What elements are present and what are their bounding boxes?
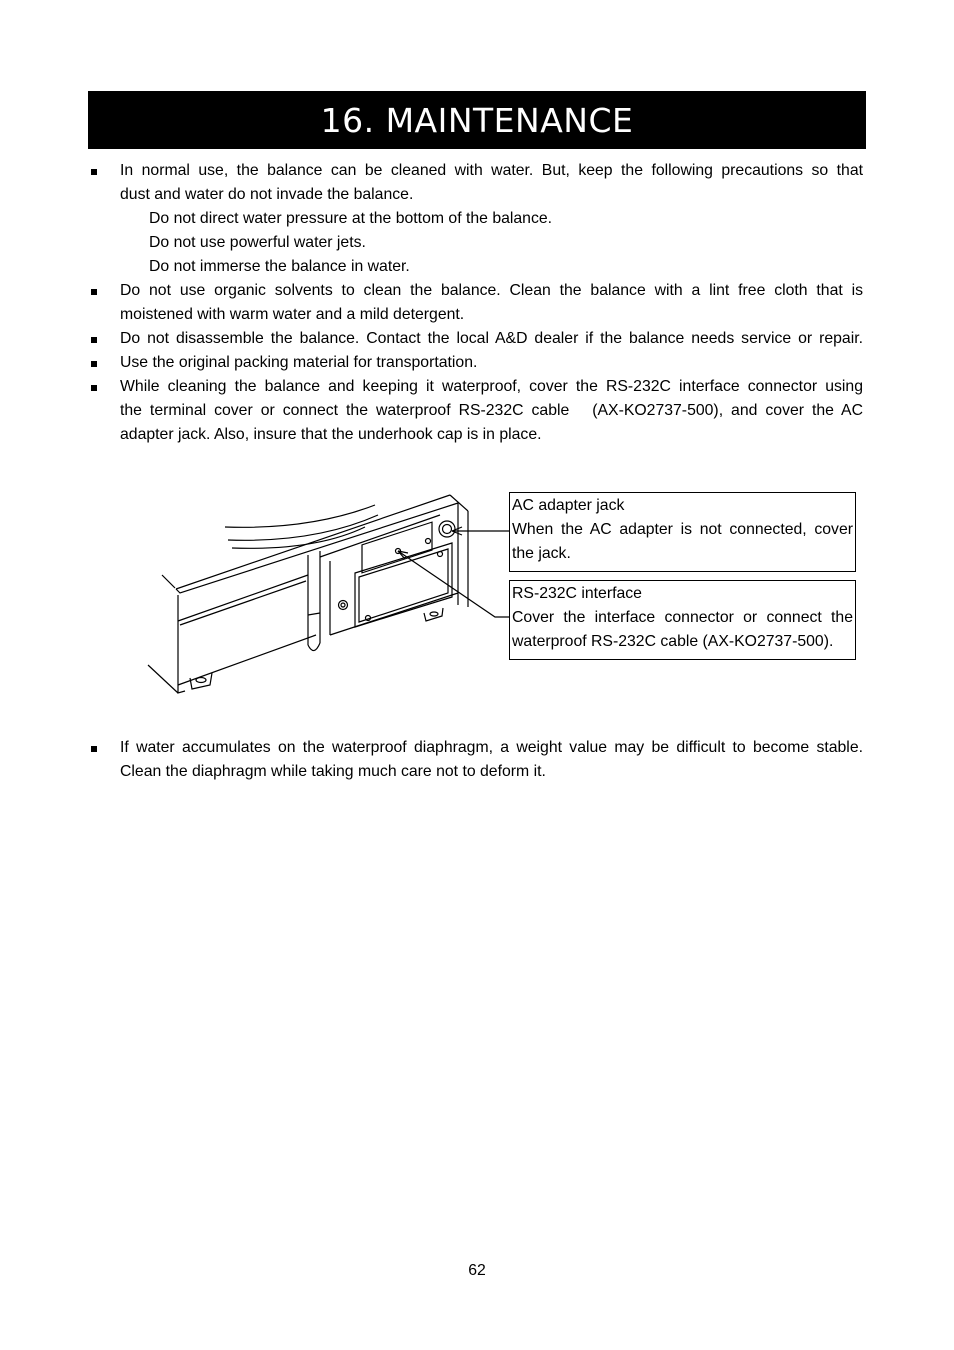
callout-rs232c [509,580,856,660]
bullet-marker [91,169,97,175]
bullet-text-line: Use the original packing material for transportation. [120,354,478,371]
bullet-text-line: the terminal cover or connect the waterproof RS-232C cable (AX-KO2737-500), and cover the AC [120,402,863,419]
bullet-marker [91,746,97,752]
bullet-item-packing [120,351,863,375]
callout-text: waterproof RS-232C cable (AX-KO2737-500). [512,633,834,650]
bullet-text-line: While cleaning the balance and keeping it waterproof, cover the RS-232C interface connector using [120,378,863,395]
bullet-text-line: Do not disassemble the balance. Contact the local A&D dealer if the balance needs service or repair. [120,330,863,347]
bullet-text-line: Do not use organic solvents to clean the balance. Clean the balance with a lint free cloth that is [120,282,863,299]
bullet-item-diaphragm [120,736,863,784]
page-number: 62 [468,1262,486,1279]
bullet-item-solvents [120,279,863,327]
bullet-item-waterproof [120,375,863,447]
sub-item: Do not use powerful water jets. [149,234,366,251]
callout-text: When the AC adapter is not connected, cover [512,521,853,538]
bullet-text-line: Clean the diaphragm while taking much care not to deform it. [120,763,546,780]
callout-ac-adapter [509,492,856,572]
bullet-marker [91,289,97,295]
pan-arc [232,527,365,548]
bullet-marker [91,337,97,343]
bullet-text-line: dust and water do not invade the balance. [120,186,414,203]
bullet-item-disassemble [120,327,863,351]
section-header [88,91,866,149]
callout-text: the jack. [512,545,571,562]
bullet-marker [91,385,97,391]
sub-item: Do not direct water pressure at the bottom of the balance. [149,210,553,227]
bullet-text-line: adapter jack. Also, insure that the underhook cap is in place. [120,426,542,443]
bullet-marker [91,361,97,367]
bullet-text-line: moistened with warm water and a mild detergent. [120,306,465,323]
callout-title: RS-232C interface [512,585,642,602]
pan-arc [225,505,375,527]
balance-rear-illustration [140,485,510,705]
bullet-text-line: In normal use, the balance can be cleaned with water. But, keep the following precautions so that [120,162,863,179]
section-title: 16. MAINTENANCE [320,100,634,140]
bullet-text-line: If water accumulates on the waterproof diaphragm, a weight value may be difficult to become stable. [120,739,863,756]
sub-item: Do not immerse the balance in water. [149,258,410,275]
callout-title: AC adapter jack [512,497,625,514]
callout-text: Cover the interface connector or connect the [512,609,853,626]
bullet-item-cleaning [120,159,863,207]
